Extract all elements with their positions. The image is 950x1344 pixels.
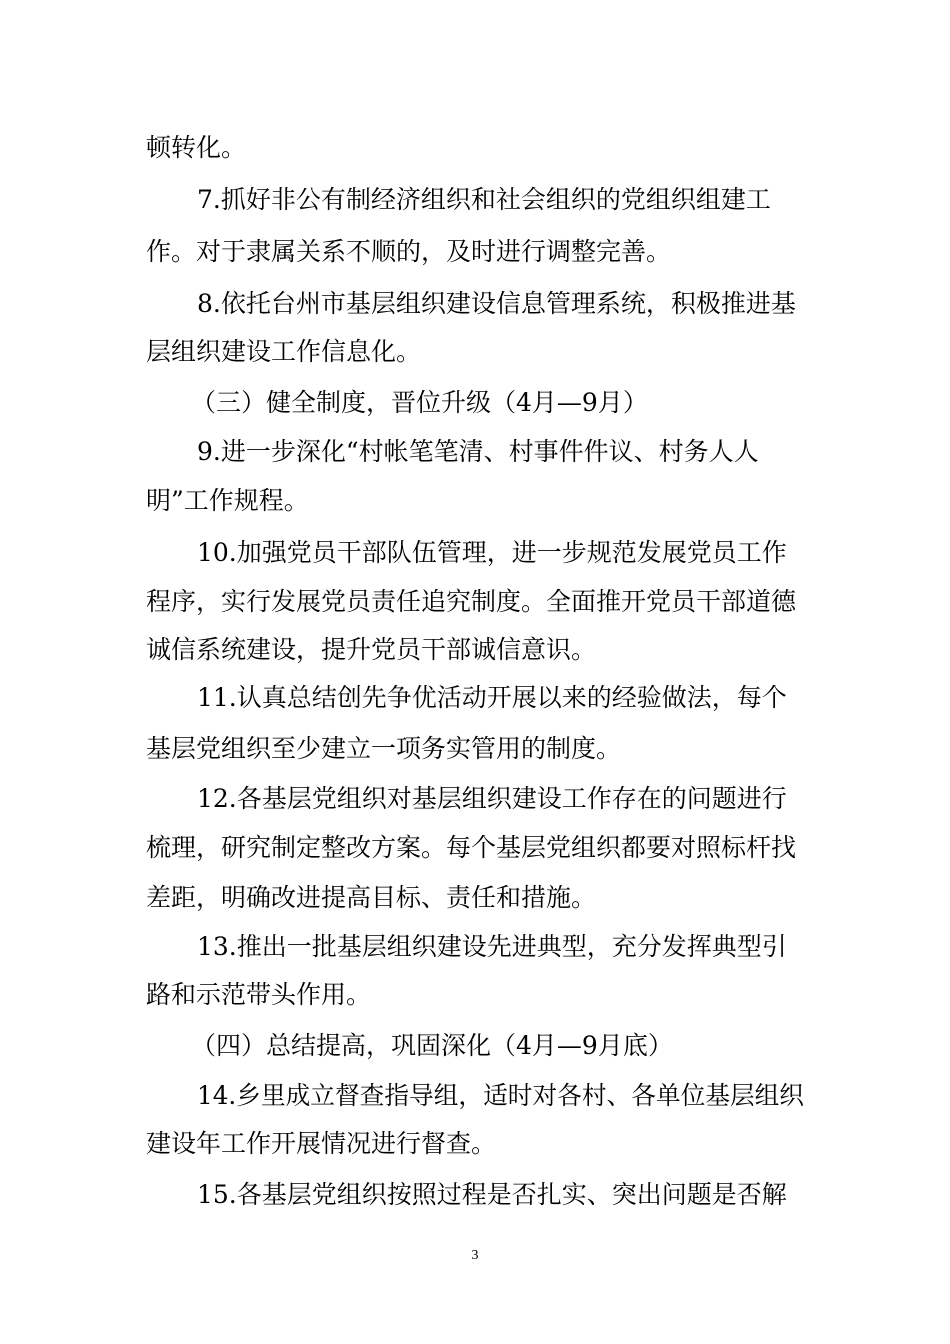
line-text: 路和示范带头作用。 [146, 980, 372, 1009]
text-line [0, 427, 950, 477]
line-text: 15.各基层党组织按照过程是否扎实、突出问题是否解 [197, 1180, 787, 1209]
line-text: 程序，实行发展党员责任追究制度。全面推开党员干部道德 [146, 587, 797, 616]
line-text: 建设年工作开展情况进行督查。 [146, 1129, 497, 1158]
text-line [0, 577, 950, 627]
text-line [0, 327, 950, 377]
line-text: 基层党组织至少建立一项务实管用的制度。 [146, 734, 622, 763]
text-line [0, 673, 950, 723]
section-heading [0, 1021, 950, 1071]
line-text: 12.各基层党组织对基层组织建设工作存在的问题进行 [197, 784, 787, 813]
text-line [0, 922, 950, 972]
line-text: 14.乡里成立督查指导组，适时对各村、各单位基层组织 [197, 1081, 804, 1110]
text-line [0, 227, 950, 277]
text-line [0, 175, 950, 225]
line-text: （三）健全制度，晋位升级（4月—9月） [191, 388, 648, 417]
line-text: 顿转化。 [146, 133, 247, 162]
line-text: 诚信系统建设，提升党员干部诚信意识。 [146, 635, 597, 664]
line-text: 8.依托台州市基层组织建设信息管理系统，积极推进基 [197, 289, 796, 318]
line-text: 10.加强党员干部队伍管理，进一步规范发展党员工作 [197, 538, 787, 567]
text-line [0, 625, 950, 675]
text-line [0, 774, 950, 824]
line-text: 层组织建设工作信息化。 [146, 337, 422, 366]
line-text: 作。对于隶属关系不顺的，及时进行调整完善。 [146, 237, 672, 266]
line-text: （四）总结提高，巩固深化（4月—9月底） [191, 1031, 673, 1060]
text-line [0, 1119, 950, 1169]
text-line [0, 1071, 950, 1121]
text-line [0, 1170, 950, 1220]
text-line [0, 476, 950, 526]
line-text: 9.进一步深化“村帐笔笔清、村事件件议、村务人人 [197, 437, 759, 466]
text-line [0, 873, 950, 923]
line-text: 11.认真总结创先争优活动开展以来的经验做法，每个 [197, 683, 787, 712]
text-line [0, 823, 950, 873]
page-number: 3 [471, 1248, 479, 1263]
section-heading [0, 378, 950, 428]
text-line [0, 724, 950, 774]
line-text: 差距，明确改进提高目标、责任和措施。 [146, 883, 597, 912]
line-text: 梳理，研究制定整改方案。每个基层党组织都要对照标杆找 [146, 833, 797, 862]
text-line [0, 123, 950, 173]
text-line [0, 970, 950, 1020]
line-text: 明”工作规程。 [146, 486, 309, 515]
line-text: 7.抓好非公有制经济组织和社会组织的党组织组建工 [197, 185, 771, 214]
line-text: 13.推出一批基层组织建设先进典型，充分发挥典型引 [197, 932, 787, 961]
text-line [0, 279, 950, 329]
text-line [0, 528, 950, 578]
